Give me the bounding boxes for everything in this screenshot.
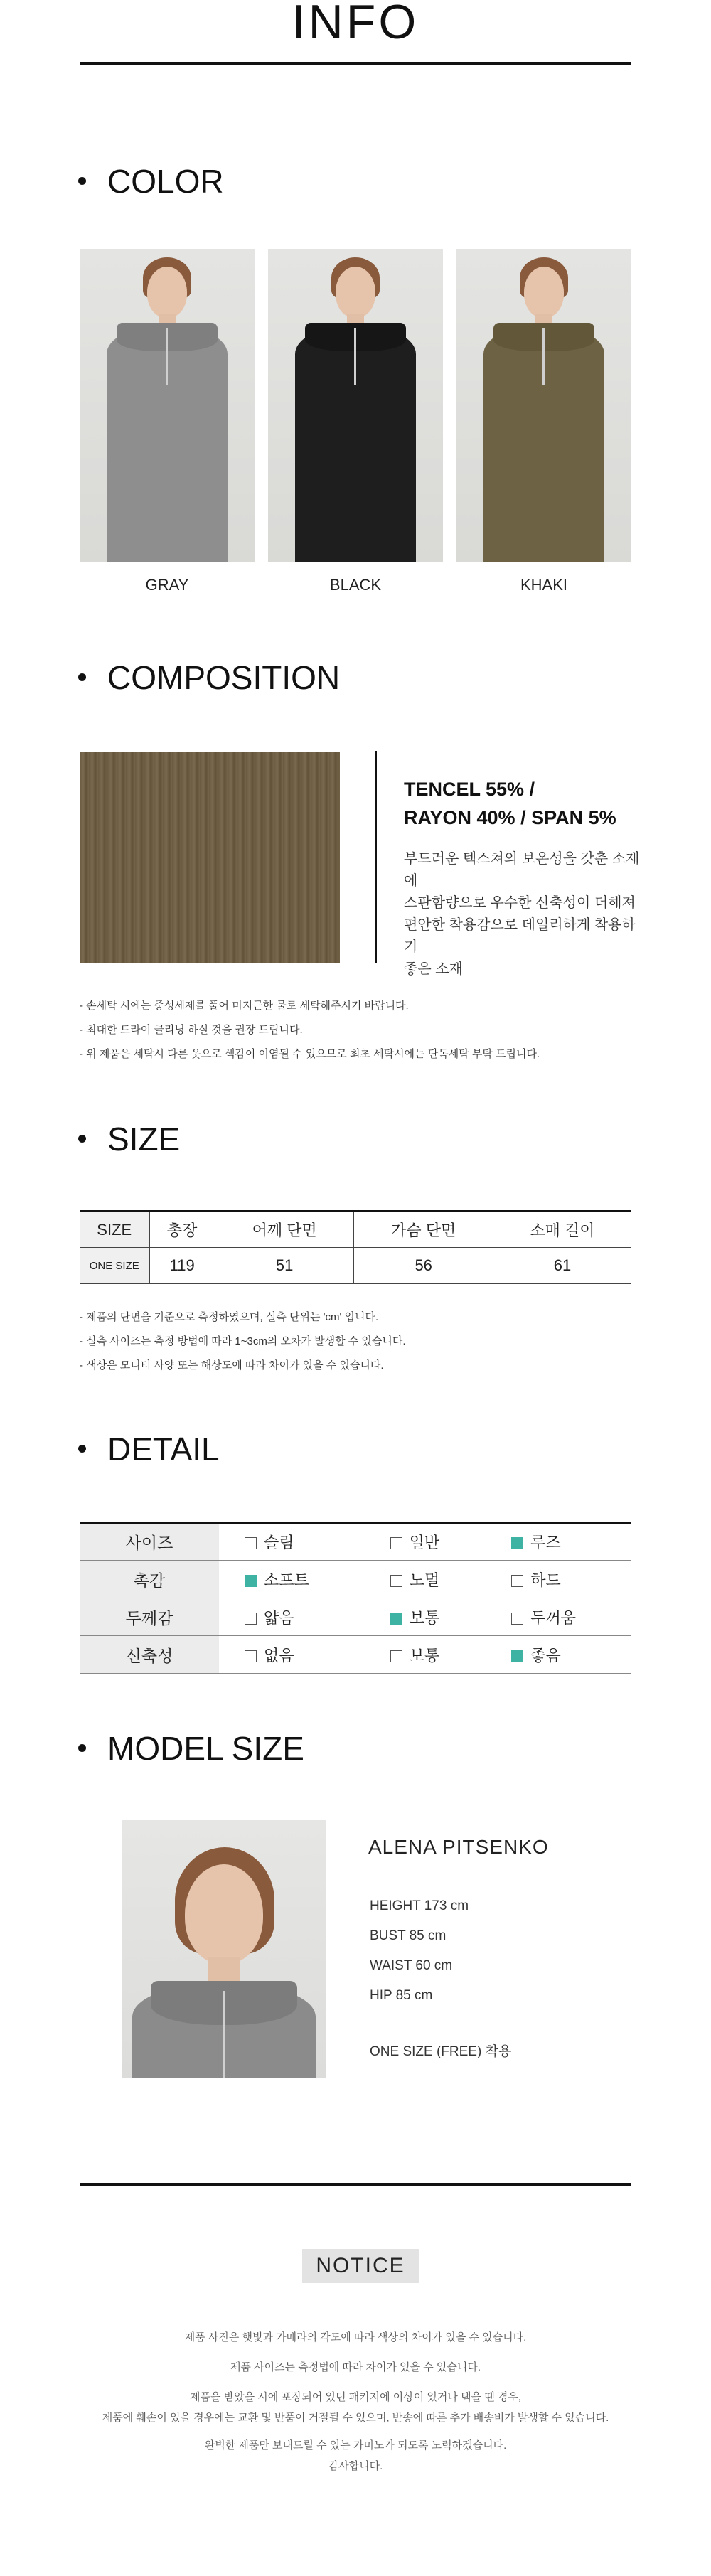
color-photo-black[interactable] — [268, 249, 443, 562]
checkbox-icon — [245, 1613, 257, 1625]
color-heading-text: COLOR — [107, 163, 224, 200]
notice-line: 제품 사이즈는 측정법에 따라 차이가 있을 수 있습니다. — [230, 2361, 481, 2373]
detail-option — [365, 1561, 486, 1598]
notice-line: 완벽한 제품만 보내드릴 수 있는 카미노가 되도록 노력하겠습니다. — [204, 2439, 507, 2452]
table-row — [80, 1636, 631, 1674]
option-label: 얇음 — [264, 1608, 294, 1627]
notice-line: 제품 사진은 햇빛과 카메라의 각도에 따라 색상의 차이가 있을 수 있습니다. — [184, 2331, 527, 2343]
table-header-cell: 어깨 단면 — [215, 1212, 354, 1248]
description-line: 부드러운 텍스쳐의 보온성을 갖춘 소재에 — [404, 851, 640, 889]
color-photo-khaki[interactable] — [456, 249, 631, 562]
option-label: 일반 — [409, 1534, 440, 1551]
bullet-dot — [78, 177, 86, 185]
table-cell: 56 — [354, 1248, 493, 1284]
checkbox-icon — [511, 1613, 523, 1625]
option-label: 노멀 — [409, 1571, 440, 1589]
title-divider — [80, 62, 631, 65]
notice-line: 제품에 훼손이 있을 경우에는 교환 및 반품이 거절될 수 있으며, 반송에 따른 추가 배송비가 발생할 수 있습니다. — [102, 2412, 609, 2424]
size-note: - 색상은 모니터 사양 또는 해상도에 따라 차이가 있을 수 있습니다. — [80, 1359, 384, 1372]
color-label-gray: GRAY — [145, 576, 189, 594]
composition-heading — [78, 658, 340, 698]
table-header-cell: SIZE — [80, 1212, 149, 1248]
detail-option — [219, 1523, 365, 1561]
checkbox-icon — [390, 1575, 402, 1587]
detail-option — [365, 1636, 486, 1674]
checkbox-checked-icon — [511, 1650, 523, 1662]
model-measurements — [370, 1891, 469, 2011]
bullet-dot — [78, 1135, 86, 1143]
table-row — [80, 1523, 631, 1561]
detail-option — [365, 1598, 486, 1636]
option-label: 좋음 — [530, 1646, 561, 1664]
notice-divider — [80, 2183, 631, 2186]
checkbox-icon — [390, 1650, 402, 1662]
color-label-black: BLACK — [329, 576, 382, 594]
material-line: TENCEL 55% / — [404, 779, 535, 800]
notice-line: 감사합니다. — [328, 2460, 383, 2472]
bullet-dot — [78, 1445, 86, 1453]
model-size-heading-text: MODEL SIZE — [107, 1730, 304, 1767]
page-title: INFO — [292, 0, 419, 49]
option-label: 하드 — [530, 1571, 561, 1589]
detail-option — [486, 1523, 631, 1561]
table-row — [80, 1598, 631, 1636]
notice-badge: NOTICE — [302, 2249, 419, 2283]
detail-option — [486, 1561, 631, 1598]
table-row — [80, 1561, 631, 1598]
size-heading — [78, 1119, 180, 1159]
table-header-cell: 소매 길이 — [493, 1212, 631, 1248]
detail-option — [365, 1523, 486, 1561]
table-cell: ONE SIZE — [80, 1248, 149, 1284]
color-photo-gray[interactable] — [80, 249, 255, 562]
description-line: 좋은 소재 — [404, 961, 463, 977]
size-notes — [80, 1305, 406, 1378]
model-photo — [122, 1820, 326, 2078]
model-face — [185, 1864, 263, 1964]
table-header-cell: 총장 — [149, 1212, 215, 1248]
model-face — [147, 267, 187, 318]
checkbox-icon — [245, 1537, 257, 1549]
option-label: 슬림 — [264, 1534, 294, 1551]
option-label: 보통 — [409, 1646, 440, 1664]
composition-divider — [375, 751, 377, 963]
size-note: - 실측 사이즈는 측정 방법에 따라 1~3cm의 오차가 발생할 수 있습니다. — [80, 1335, 406, 1347]
table-header-cell: 가슴 단면 — [354, 1212, 493, 1248]
model-fit-size: ONE SIZE (FREE) 착용 — [370, 2044, 512, 2059]
composition-heading-text: COMPOSITION — [107, 659, 341, 696]
option-label: 소프트 — [264, 1571, 309, 1589]
detail-label: 신축성 — [80, 1636, 219, 1674]
table-cell: 51 — [215, 1248, 354, 1284]
table-header-row — [80, 1212, 631, 1248]
notice-text — [0, 2387, 711, 2428]
model-waist: WAIST 60 cm — [370, 1958, 453, 1973]
care-note: - 최대한 드라이 클리닝 하실 것을 권장 드립니다. — [80, 1024, 303, 1036]
description-line: 스판함량으로 우수한 신축성이 더해져 — [404, 895, 636, 911]
notice-text — [0, 2435, 711, 2476]
detail-option — [219, 1598, 365, 1636]
care-note: - 위 제품은 세탁시 다른 옷으로 색감이 이염될 수 있으므로 최초 세탁시에는 단독세탁 부탁 드립니다. — [80, 1048, 540, 1060]
material-composition — [404, 775, 616, 832]
bullet-dot — [78, 1744, 86, 1752]
size-note: - 제품의 단면을 기준으로 측정하였으며, 실측 단위는 'cm' 입니다. — [80, 1311, 379, 1323]
checkbox-icon — [511, 1575, 523, 1587]
size-table — [80, 1210, 631, 1284]
detail-heading-text: DETAIL — [107, 1431, 220, 1468]
checkbox-icon — [245, 1650, 257, 1662]
model-face — [336, 267, 375, 318]
checkbox-checked-icon — [511, 1537, 523, 1549]
table-cell: 119 — [149, 1248, 215, 1284]
detail-label: 촉감 — [80, 1561, 219, 1598]
checkbox-checked-icon — [245, 1575, 257, 1587]
notice-text — [0, 2357, 711, 2378]
detail-option — [219, 1561, 365, 1598]
notice-line: 제품을 받았을 시에 포장되어 있던 패키지에 이상이 있거나 택을 뗀 경우, — [189, 2391, 522, 2403]
model-size-heading — [78, 1728, 304, 1768]
color-label-khaki: KHAKI — [520, 576, 568, 594]
option-label: 없음 — [264, 1646, 294, 1664]
detail-option — [486, 1598, 631, 1636]
fabric-swatch — [80, 752, 340, 963]
model-hip: HIP 85 cm — [370, 1988, 433, 2003]
model-bust: BUST 85 cm — [370, 1928, 447, 1943]
detail-label: 두께감 — [80, 1598, 219, 1636]
checkbox-checked-icon — [390, 1613, 402, 1625]
model-name: ALENA PITSENKO — [368, 1836, 549, 1858]
size-heading-text: SIZE — [107, 1121, 181, 1158]
detail-table — [80, 1522, 631, 1674]
material-description — [404, 848, 646, 980]
care-notes — [80, 994, 540, 1067]
material-line: RAYON 40% / SPAN 5% — [404, 807, 616, 828]
table-cell: 61 — [493, 1248, 631, 1284]
notice-text — [0, 2327, 711, 2348]
model-height: HEIGHT 173 cm — [370, 1898, 469, 1913]
bullet-dot — [78, 673, 86, 681]
checkbox-icon — [390, 1537, 402, 1549]
detail-option — [219, 1636, 365, 1674]
option-label: 두꺼움 — [530, 1608, 576, 1627]
detail-option — [486, 1636, 631, 1674]
color-heading — [78, 161, 224, 201]
description-line: 편안한 착용감으로 데일리하게 착용하기 — [404, 917, 636, 955]
table-row — [80, 1248, 631, 1284]
option-label: 보통 — [409, 1608, 440, 1627]
care-note: - 손세탁 시에는 중성세제를 풀어 미지근한 물로 세탁해주시기 바랍니다. — [80, 1000, 409, 1012]
model-face — [524, 267, 564, 318]
option-label: 루즈 — [530, 1534, 561, 1551]
detail-label: 사이즈 — [80, 1523, 219, 1561]
detail-heading — [78, 1429, 220, 1469]
